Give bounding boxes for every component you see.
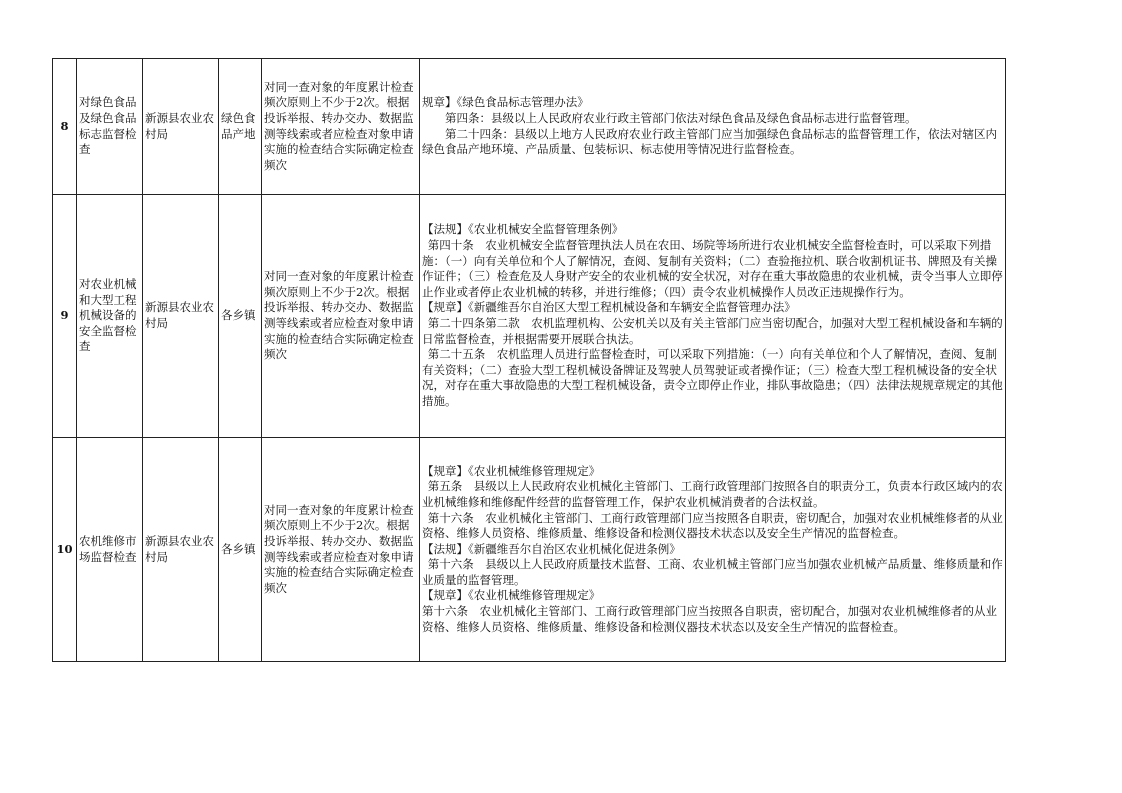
table-row <box>53 59 1006 195</box>
basis-paragraph: 【规章】《农业机械维修管理规定》 <box>422 463 601 478</box>
legal-basis <box>420 438 1006 662</box>
legal-basis <box>420 195 1006 438</box>
basis-paragraph: 第十六条 县级以上人民政府质量技术监督、工商、农业机械主管部门应当加强农业机械产品质量、维修质量和作业质量的监督管理。 <box>422 557 1003 587</box>
basis-paragraph: 第四十条 农业机械安全监督管理执法人员在农田、场院等场所进行农业机械安全监督检查时，可以采取下列措施：（一）向有关单位和个人了解情况，查阅、复制有关资料；（二）查验拖拉机、联合收割机证书、牌照及有关操作证件；（三）检查危及人身财产安全的农业机械的安全状况，对存在重大事故隐患的农业机械，责令当事人立即停止作业或者停止农业机械的转移，并进行维修；（四）责令农业机械操作人员改正违规操作行为。 <box>422 238 1003 299</box>
basis-paragraph: 第二十四条第二款 农机监理机构、公安机关以及有关主管部门应当密切配合，加强对大型工程机械设备和车辆的日常监督检查，并根据需要开展联合执法。 <box>422 316 1003 346</box>
basis-paragraph: 【规章】《新疆维吾尔自治区大型工程机械设备和车辆安全监督管理办法》 <box>422 300 796 315</box>
inspection-table <box>52 58 1006 662</box>
inspection-item: 农机维修市场监督检查 <box>77 438 143 662</box>
row-number: 10 <box>53 438 77 662</box>
row-number: 9 <box>53 195 77 438</box>
inspection-item: 对农业机械和大型工程机械设备的 安全监督检查 <box>77 195 143 438</box>
basis-paragraph: 第二十五条 农机监理人员进行监督检查时，可以采取下列措施：（一）向有关单位和个人了解情况，查阅、复制有关资料；（二）查验大型工程机械设备牌证及驾驶人员驾驶证或者操作证；（三）检查大型工程机械设备的安全状况，对存在重大事故隐患的大型工程机械设备，责令立即停止作业，排队事故隐患；（四）法律法规规章规定的其他措施。 <box>422 347 1003 408</box>
basis-paragraph: 【规章】《农业机械维修管理规定》 <box>422 588 601 603</box>
basis-paragraph: 【法规】《新疆维吾尔自治区农业机械化促进条例》 <box>422 541 681 556</box>
inspection-frequency: 对同一查对象的年度累计检查频次原则上不少于2次。根据投诉举报、转办交办、数据监测等线索或者应检查对象申请实施的检查结合实际确定检查频次 <box>262 59 420 195</box>
basis-paragraph: 第五条 县级以上人民政府农业机械化主管部门、工商行政管理部门按照各自的职责分工，负责本行政区域内的农业机械维修和维修配件经营的监督管理工作，保护农业机械消费者的合法权益。 <box>422 479 1003 509</box>
inspection-item: 对绿色食品及绿色食品标志监督检查 <box>77 59 143 195</box>
inspection-scope: 各乡镇 <box>219 438 262 662</box>
legal-basis <box>420 59 1006 195</box>
inspection-scope: 绿色食品产地 <box>219 59 262 195</box>
inspection-scope: 各乡镇 <box>219 195 262 438</box>
basis-paragraph: 【法规】《农业机械安全监督管理条例》 <box>422 222 624 237</box>
basis-paragraph: 第十六条 农业机械化主管部门、工商行政管理部门应当按照各自职责，密切配合，加强对农业机械维修者的从业资格、维修人员资格、维修质量、维修设备和检测仪器技术状态以及安全生产情况的监督检查。 <box>422 604 997 634</box>
basis-paragraph: 第二十四条：县级以上地方人民政府农业行政主管部门应当加强绿色食品标志的监督管理工作，依法对辖区内绿色食品产地环境、产品质量、包装标识、标志使用等情况进行监督检查。 <box>422 126 997 157</box>
table-row <box>53 438 1006 662</box>
table-row <box>53 195 1006 438</box>
department: 新源县农业农村局 <box>143 195 219 438</box>
row-number: 8 <box>53 59 77 195</box>
basis-paragraph: 第十六条 农业机械化主管部门、工商行政管理部门应当按照各自职责，密切配合，加强对农业机械维修者的从业资格、维修人员资格、维修质量、维修设备和检测仪器技术状态以及安全生产情况的监督检查。 <box>422 510 1003 541</box>
department: 新源县农业农村局 <box>143 438 219 662</box>
department: 新源县农业农村局 <box>143 59 219 195</box>
inspection-frequency: 对同一查对象的年度累计检查频次原则上不少于2次。根据投诉举报、转办交办、数据监测等线索或者应检查对象申请实施的检查结合实际确定检查频次 <box>262 438 420 662</box>
basis-paragraph: 规章】《绿色食品标志管理办法》 <box>422 95 589 110</box>
basis-paragraph: 第四条：县级以上人民政府农业行政主管部门依法对绿色食品及绿色食品标志进行监督管理。 <box>445 110 917 125</box>
inspection-frequency: 对同一查对象的年度累计检查频次原则上不少于2次。根据投诉举报、转办交办、数据监测等线索或者应检查对象申请实施的检查结合实际确定检查频次 <box>262 195 420 438</box>
